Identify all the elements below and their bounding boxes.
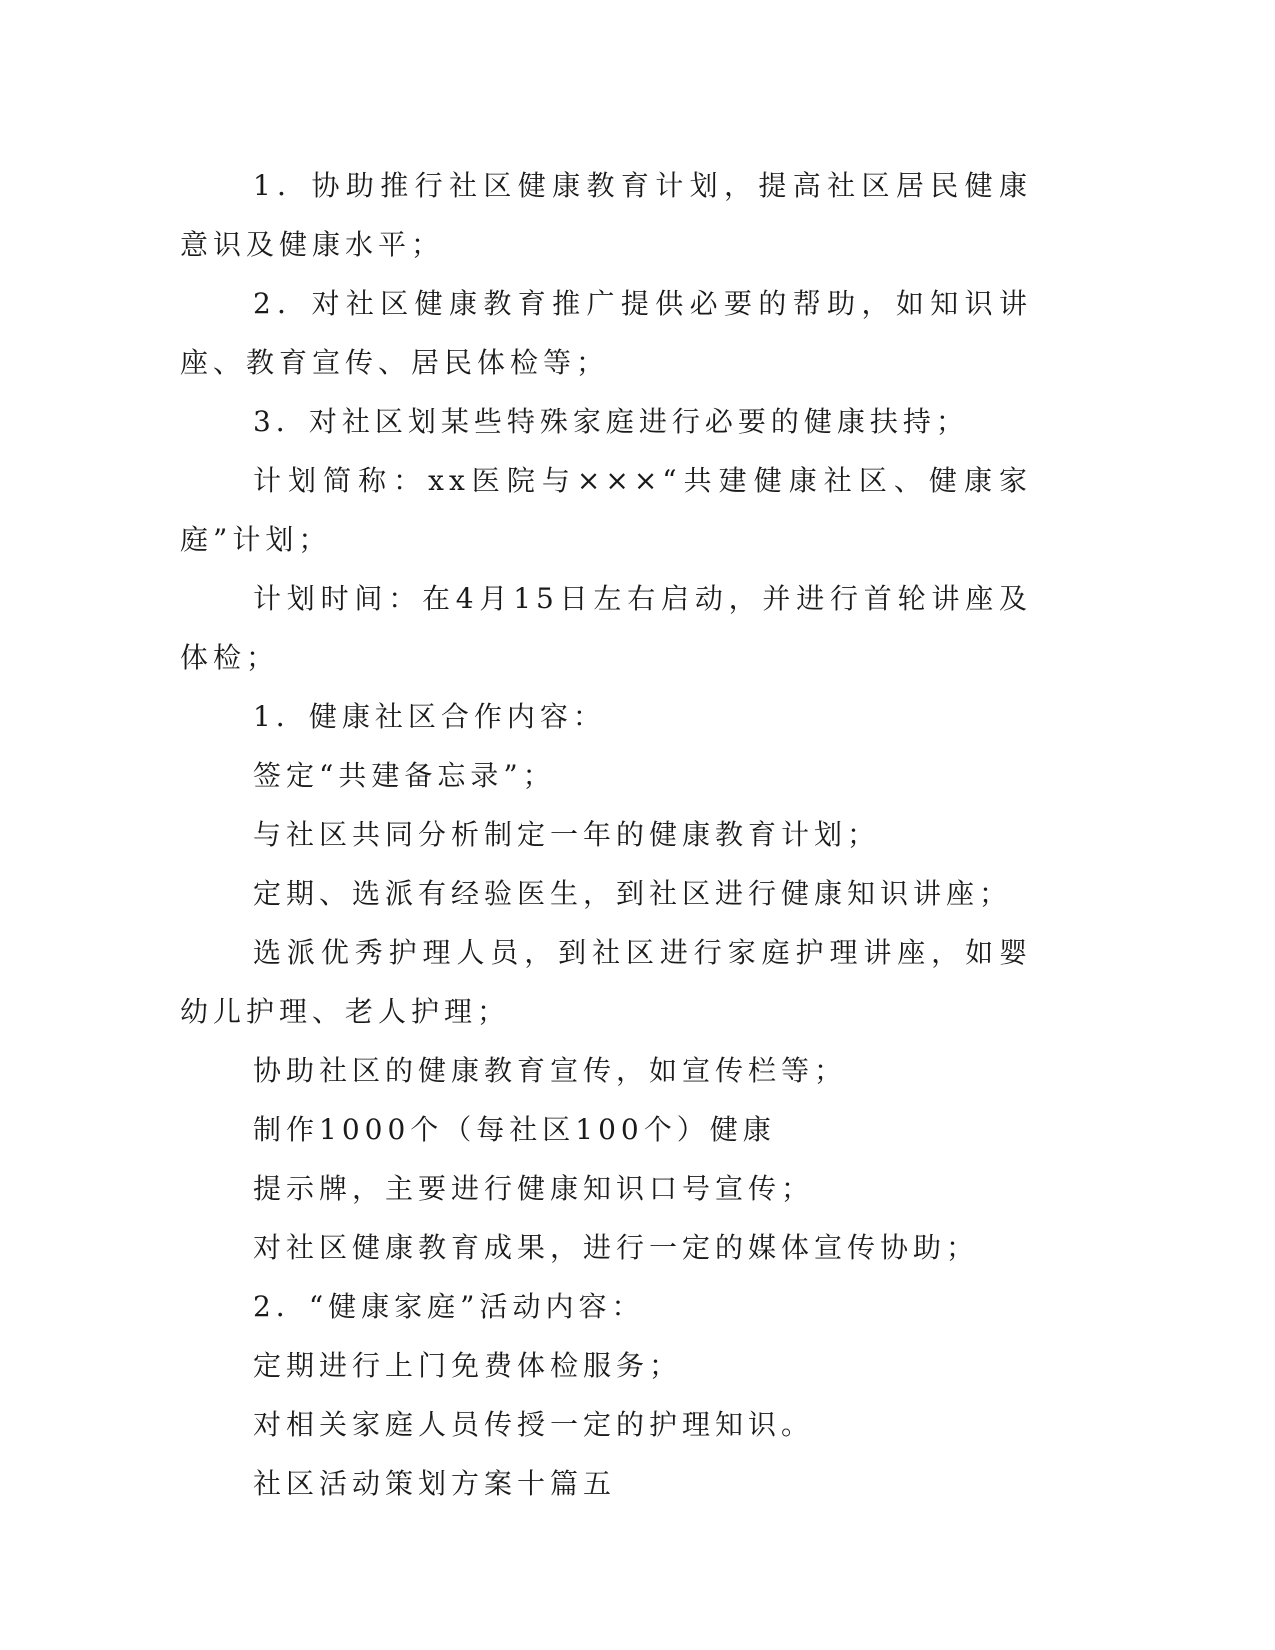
paragraph-goal-1: 1．协助推行社区健康教育计划，提高社区居民健康意识及健康水平； [180,169,1032,261]
section-heading-family: 2．“健康家庭”活动内容： [253,1290,645,1323]
paragraph-goal-3: 3．对社区划某些特殊家庭进行必要的健康扶持； [253,405,969,438]
list-item: 定期、选派有经验医生，到社区进行健康知识讲座； [253,877,1013,910]
list-item: 与社区共同分析制定一年的健康教育计划； [253,818,881,851]
list-item: 签定“共建备忘录”； [253,759,556,792]
list-item: 选派优秀护理人员，到社区进行家庭护理讲座，如婴幼儿护理、老人护理； [180,936,1032,1028]
list-item: 提示牌，主要进行健康知识口号宣传； [253,1172,815,1205]
list-item: 协助社区的健康教育宣传，如宣传栏等； [253,1054,848,1087]
list-item: 对相关家庭人员传授一定的护理知识。 [253,1408,815,1441]
list-item: 制作1000个（每社区100个）健康 [253,1113,776,1146]
paragraph-goal-2: 2．对社区健康教育推广提供必要的帮助，如知识讲座、教育宣传、居民体检等； [180,287,1032,379]
section-heading-community: 1．健康社区合作内容： [253,700,606,733]
document-body [180,156,1032,1513]
list-item: 对社区健康教育成果，进行一定的媒体宣传协助； [253,1231,980,1264]
paragraph-plan-name: 计划简称：xx医院与×××“共建健康社区、健康家庭”计划； [180,464,1032,556]
list-item: 定期进行上门免费体检服务； [253,1349,683,1382]
paragraph-plan-time: 计划时间：在4月15日左右启动，并进行首轮讲座及体检； [180,582,1032,674]
section-title-next: 社区活动策划方案十篇五 [253,1467,617,1500]
